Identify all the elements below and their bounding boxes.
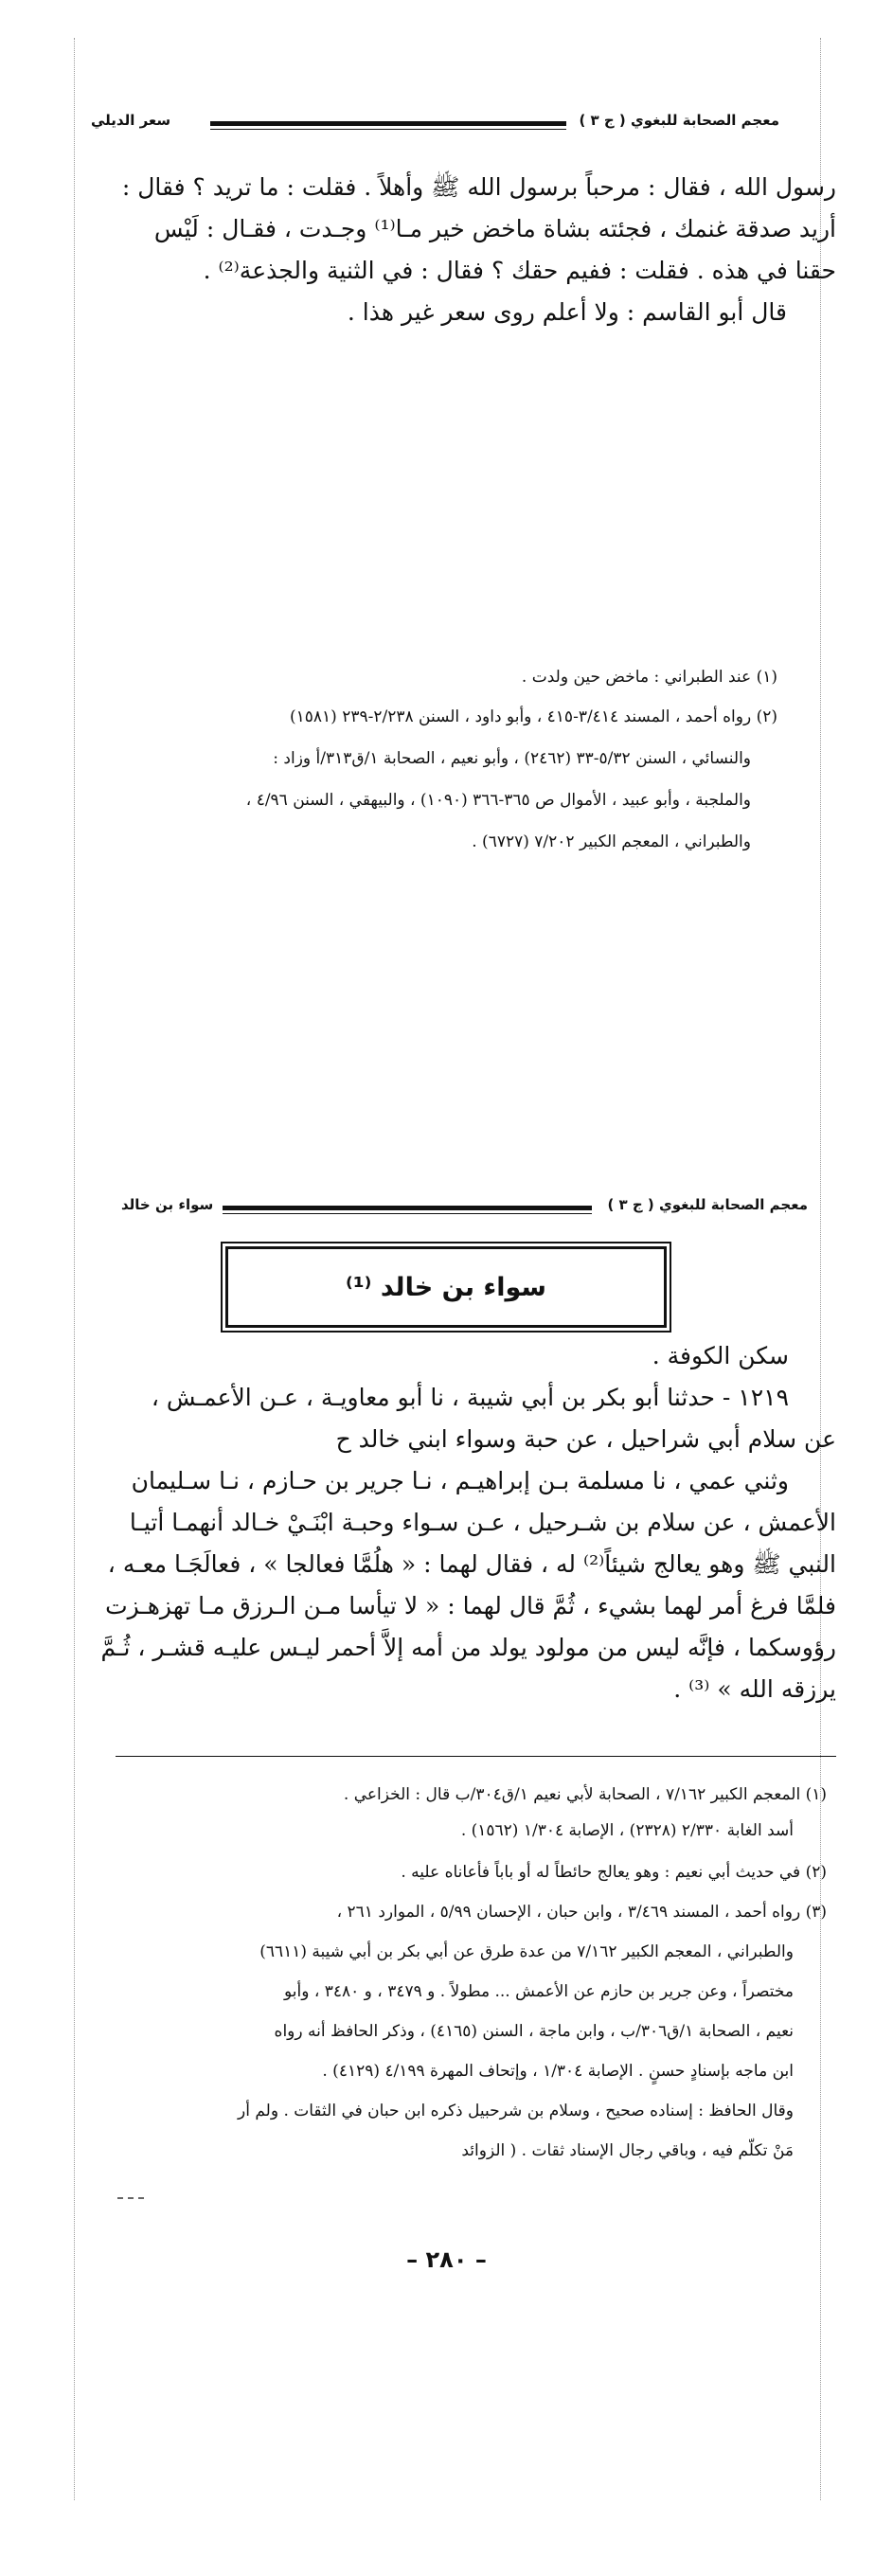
page2-body-line-1: سكن الكوفة . bbox=[652, 1342, 789, 1369]
page2-footnote-4: (٣) رواه أحمد ، المسند ٣/٤٦٩ ، وابن حبان ، الإحسان ٥/٩٩ ، الموارد ٢٦١ ، bbox=[336, 1903, 827, 1922]
scan-dash-mark bbox=[117, 2197, 144, 2199]
page1-footnote-5: والطبراني ، المعجم الكبير ٧/٢٠٢ (٦٧٢٧) . bbox=[472, 832, 751, 851]
page2-body-line-8: رؤوسكما ، فإنَّه ليس من مولود يولد من أمه إلاَّ أحمر ليـس عليـه قشـر ، ثُـمَّ bbox=[100, 1634, 836, 1661]
page1-header-section: سعر الديلي bbox=[91, 112, 171, 129]
page2-footnote-2: أسد الغابة ٢/٣٣٠ (٢٣٢٨) ، الإصابة ١/٣٠٤ (١٥٦٢) . bbox=[460, 1821, 794, 1840]
page2-header-rule-thin bbox=[223, 1213, 592, 1214]
page1-footnote-4: والملجبة ، وأبو عبيد ، الأموال ص ٣٦٥-٣٦٦ (١٠٩٠) ، والبيهقي ، السنن ٤/٩٦ ، bbox=[245, 791, 751, 810]
scan-margin-right bbox=[820, 38, 821, 2500]
page1-footnote-3: والنسائي ، السنن ٥/٣٢-٣٣ (٢٤٦٢) ، وأبو نعيم ، الصحابة ١/ق٣١٣/أ وزاد : bbox=[273, 749, 751, 768]
page1-body-line-4: قال أبو القاسم : ولا أعلم روى سعر غير هذا . bbox=[347, 298, 787, 326]
page1-footnote-2: (٢) رواه أحمد ، المسند ٣/٤١٤-٤١٥ ، وأبو داود ، السنن ٢/٢٣٨-٢٣٩ (١٥٨١) bbox=[289, 707, 777, 726]
page2-header-book: معجم الصحابة للبغوي ( ج ٣ ) bbox=[607, 1196, 808, 1213]
page2-footnote-10: مَنْ تكلّم فيه ، وباقي رجال الإسناد ثقات . ( الزوائد bbox=[461, 2141, 794, 2160]
page2-header-rule bbox=[223, 1206, 592, 1210]
page2-footnote-6: مختصراً ، وعن جرير بن حازم عن الأعمش ... مطولاً . و ٣٤٧٩ ، و ٣٤٨٠ ، وأبو bbox=[283, 1982, 794, 2001]
section-title: سواء بن خالد ⁽¹⁾ bbox=[346, 1272, 546, 1302]
page2-footnote-3: (٢) في حديث أبي نعيم : وهو يعالج حائطاً له أو باباً فأعاناه عليه . bbox=[401, 1863, 827, 1882]
page1-header-rule bbox=[210, 121, 566, 126]
page1-header-book: معجم الصحابة للبغوي ( ج ٣ ) bbox=[579, 112, 779, 129]
page1-footnote-1: (١) عند الطبراني : ماخض حين ولدت . bbox=[521, 668, 777, 687]
page1-header-rule-thin bbox=[210, 129, 566, 130]
page-number: – ٢٨٠ – bbox=[406, 2246, 487, 2273]
page1-body-line-3: حقنا في هذه . فقلت : ففيم حقك ؟ فقال : في الثنية والجذعة⁽²⁾ . bbox=[203, 257, 836, 284]
scan-margin-left bbox=[74, 38, 75, 2500]
page2-body-line-6: النبي ﷺ وهو يعالج شيئاً⁽²⁾ له ، فقال لهما : « هلُمَّا فعالجا » ، فعالَجَـا معـه ، bbox=[107, 1550, 836, 1578]
page2-body-line-9: يرزقه الله » ⁽³⁾ . bbox=[673, 1675, 836, 1703]
page1-body-line-1: رسول الله ، فقال : مرحباً برسول الله ﷺ وأهلاً . فقلت : ما تريد ؟ فقال : bbox=[121, 173, 836, 201]
page2-footnote-5: والطبراني ، المعجم الكبير ٧/١٦٢ من عدة طرق عن أبي بكر بن أبي شيبة (٦٦١١) bbox=[259, 1942, 794, 1961]
page2-body-line-7: فلمَّا فرغ أمر لهما بشيء ، ثُمَّ قال لهما : « لا تيأسا مـن الـرزق مـا تهزهـزت bbox=[105, 1592, 836, 1619]
footnote-separator bbox=[116, 1756, 836, 1757]
page2-body-line-3: عن سلام أبي شراحيل ، عن حبة وسواء ابني خالد ح bbox=[335, 1425, 836, 1453]
section-title-box bbox=[225, 1246, 667, 1328]
page2-footnote-8: ابن ماجه بإسنادٍ حسنٍ . الإصابة ١/٣٠٤ ، وإتحاف المهرة ٤/١٩٩ (٤١٢٩) . bbox=[322, 2062, 794, 2081]
page2-header-section: سواء بن خالد bbox=[121, 1196, 214, 1213]
page1-body-line-2: أريد صدقة غنمك ، فجئته بشاة ماخض خير مـا⁽¹⁾ وجـدت ، فقـال : لَيْس bbox=[153, 215, 836, 242]
page2-footnote-9: وقال الحافظ : إسناده صحيح ، وسلام بن شرحبيل ذكره ابن حبان في الثقات . ولم أر bbox=[238, 2102, 794, 2120]
page2-footnote-7: نعيم ، الصحابة ١/ق٣٠٦/ب ، وابن ماجة ، السنن (٤١٦٥) ، وذكر الحافظ أنه رواه bbox=[274, 2022, 794, 2041]
page2-body-line-5: الأعمش ، عن سلام بن شـرحيل ، عـن سـواء وحبـة ابْنَـيْ خـالد أنهمـا أتيـا bbox=[129, 1509, 836, 1536]
page2-body-line-4: وثني عمي ، نا مسلمة بـن إبراهيـم ، نـا جرير بن حـازم ، نـا سـليمان bbox=[131, 1467, 789, 1494]
page2-footnote-1: (١) المعجم الكبير ٧/١٦٢ ، الصحابة لأبي نعيم ١/ق٣٠٤/ب قال : الخزاعي . bbox=[343, 1785, 827, 1804]
page2-body-line-2: ١٢١٩ - حدثنا أبو بكر بن أبي شيبة ، نا أبو معاويـة ، عـن الأعمـش ، bbox=[151, 1384, 789, 1411]
